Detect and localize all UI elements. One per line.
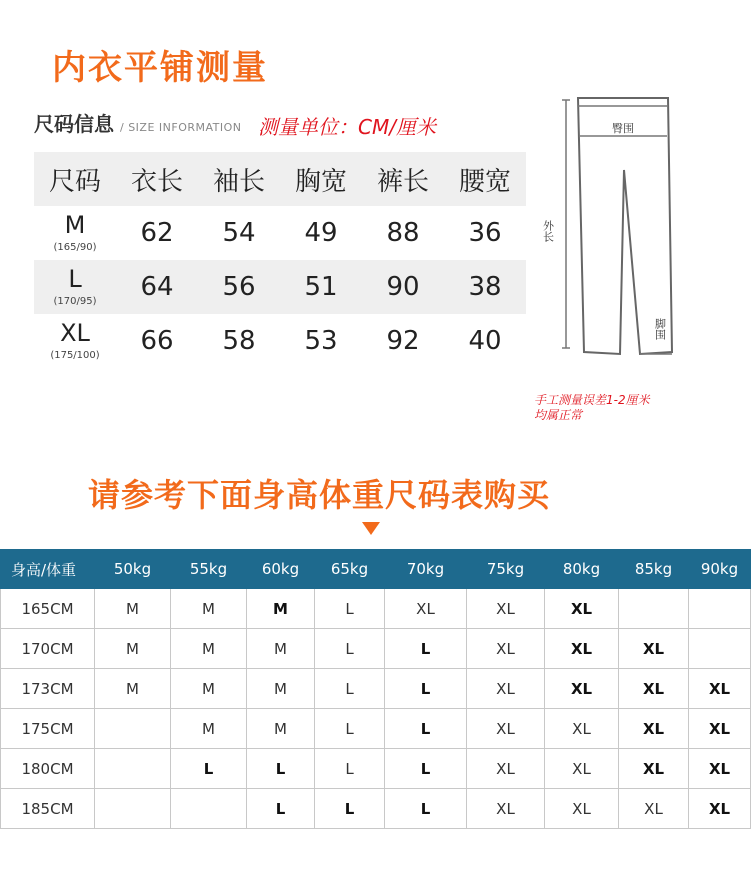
size-code: XL (60, 319, 90, 347)
size-cell: XL (689, 789, 751, 829)
size-cell (95, 789, 171, 829)
size-value: 40 (468, 326, 502, 356)
size-header-cell: 腰宽 (458, 166, 511, 197)
size-cell: L (385, 709, 467, 749)
measurement-note (534, 393, 650, 423)
size-cell: L (315, 669, 385, 709)
table-row (1, 589, 751, 629)
size-cell: XL (619, 709, 689, 749)
table-row (1, 789, 751, 829)
height-label: 185CM (1, 789, 95, 829)
size-label (34, 267, 116, 307)
size-cell: XL (619, 789, 689, 829)
reference-title: 请参考下面身高体重尺码表购买 (88, 476, 551, 514)
size-cell: XL (467, 589, 545, 629)
size-cell: XL (467, 629, 545, 669)
size-info-cn: 尺码信息 (34, 112, 114, 136)
size-value: 54 (222, 218, 256, 248)
size-value: 56 (222, 272, 256, 302)
height-label: 170CM (1, 629, 95, 669)
pants-diagram (541, 92, 698, 372)
height-label: 173CM (1, 669, 95, 709)
size-cell: XL (619, 749, 689, 789)
size-cell: XL (545, 709, 619, 749)
table-row (1, 709, 751, 749)
size-cell: XL (689, 709, 751, 749)
weight-header: 55kg (171, 550, 247, 589)
size-cell: L (247, 789, 315, 829)
height-weight-table (0, 549, 751, 829)
size-cell: M (95, 629, 171, 669)
size-cell: M (171, 629, 247, 669)
note-line: 均属正常 (534, 408, 583, 422)
size-cell: M (247, 629, 315, 669)
note-line: 手工测量误差1-2厘米 (534, 393, 650, 407)
weight-header: 50kg (95, 550, 171, 589)
measurement-unit: 测量单位：CM/厘米 (258, 115, 436, 139)
size-cell: L (315, 789, 385, 829)
size-cell: L (385, 789, 467, 829)
size-value: 88 (386, 218, 420, 248)
size-table-header (34, 152, 526, 206)
size-code: M (64, 211, 86, 239)
size-cell: XL (467, 669, 545, 709)
size-cell: M (171, 709, 247, 749)
size-cell: XL (689, 669, 751, 709)
size-cell (689, 589, 751, 629)
foot-label: 脚围 (653, 318, 667, 340)
table-row (1, 669, 751, 709)
size-value: 92 (386, 326, 420, 356)
size-cell: L (315, 629, 385, 669)
weight-header: 80kg (545, 550, 619, 589)
size-cell: M (247, 589, 315, 629)
size-cell: M (247, 709, 315, 749)
height-label: 165CM (1, 589, 95, 629)
size-cell: XL (619, 669, 689, 709)
hip-label: 臀围 (612, 122, 634, 135)
size-label (34, 213, 116, 253)
size-cell: XL (545, 789, 619, 829)
size-value: 58 (222, 326, 256, 356)
page-title: 内衣平铺测量 (52, 48, 268, 88)
size-value: 53 (304, 326, 338, 356)
size-header-cell: 袖长 (212, 166, 265, 197)
size-header-cell: 尺码 (48, 166, 101, 197)
weight-header: 85kg (619, 550, 689, 589)
size-range: (175/100) (50, 350, 100, 361)
size-cell: XL (545, 589, 619, 629)
size-cell: XL (545, 749, 619, 789)
size-value: 64 (140, 272, 174, 302)
size-cell: L (171, 749, 247, 789)
size-label (34, 321, 116, 361)
table-row (1, 749, 751, 789)
size-range: (170/95) (53, 296, 97, 307)
size-cell: L (247, 749, 315, 789)
size-code: L (68, 265, 82, 293)
size-value: 90 (386, 272, 420, 302)
size-header-cell: 裤长 (376, 166, 429, 197)
size-value: 36 (468, 218, 502, 248)
size-header-cell: 胸宽 (294, 166, 347, 197)
height-label: 180CM (1, 749, 95, 789)
size-cell: XL (545, 669, 619, 709)
weight-header: 75kg (467, 550, 545, 589)
size-cell: XL (619, 629, 689, 669)
size-cell: L (315, 589, 385, 629)
size-cell (619, 589, 689, 629)
size-cell: M (171, 669, 247, 709)
size-cell: XL (467, 789, 545, 829)
table-row (1, 629, 751, 669)
grid-corner-header: 身高/体重 (1, 550, 95, 589)
weight-header: 70kg (385, 550, 467, 589)
arrow-down-icon (362, 522, 380, 535)
size-row-m (34, 206, 526, 260)
size-value: 51 (304, 272, 338, 302)
size-cell: L (315, 749, 385, 789)
size-cell (95, 749, 171, 789)
size-cell (171, 789, 247, 829)
size-row-l (34, 260, 526, 314)
size-cell: L (385, 669, 467, 709)
size-range: (165/90) (53, 242, 97, 253)
size-cell (689, 629, 751, 669)
size-table (34, 152, 526, 368)
size-cell: M (95, 589, 171, 629)
size-info-heading (34, 108, 242, 138)
size-cell: XL (467, 709, 545, 749)
height-label: 175CM (1, 709, 95, 749)
size-cell: XL (545, 629, 619, 669)
weight-header: 90kg (689, 550, 751, 589)
size-info-en: / SIZE INFORMATION (120, 121, 242, 134)
size-cell: XL (385, 589, 467, 629)
size-value: 38 (468, 272, 502, 302)
size-cell: XL (467, 749, 545, 789)
size-value: 49 (304, 218, 338, 248)
size-cell: XL (689, 749, 751, 789)
size-value: 62 (140, 218, 174, 248)
size-value: 66 (140, 326, 174, 356)
size-cell: M (247, 669, 315, 709)
size-cell: L (315, 709, 385, 749)
size-cell: L (385, 629, 467, 669)
grid-header-row (1, 550, 751, 589)
size-cell: L (385, 749, 467, 789)
size-header-cell: 衣长 (130, 166, 183, 197)
weight-header: 60kg (247, 550, 315, 589)
outer-length-label: 外长 (541, 220, 555, 242)
size-row-xl (34, 314, 526, 368)
size-cell: M (95, 669, 171, 709)
size-cell (95, 709, 171, 749)
size-cell: M (171, 589, 247, 629)
weight-header: 65kg (315, 550, 385, 589)
